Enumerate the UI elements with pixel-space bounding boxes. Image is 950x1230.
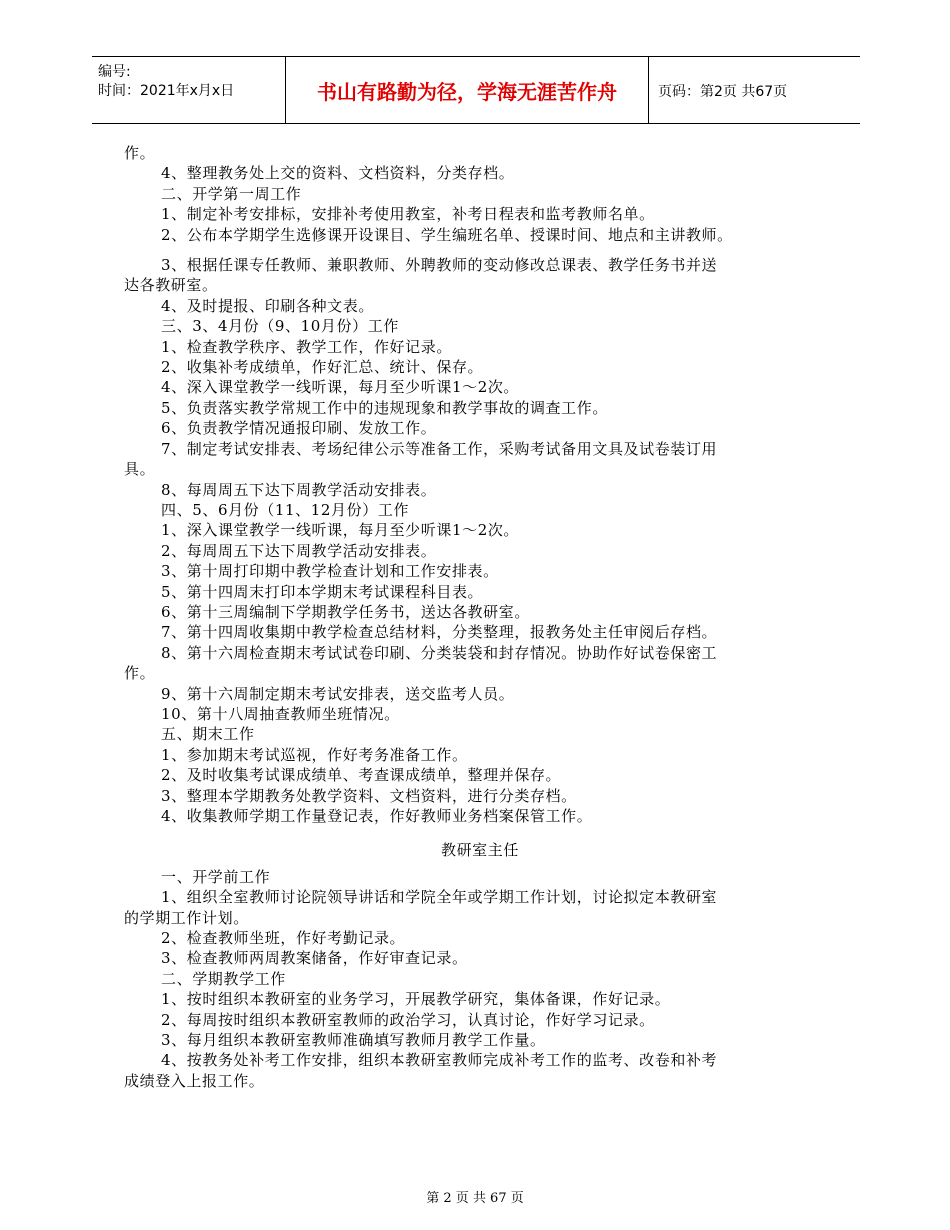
text-line: 成绩登入上报工作。 bbox=[124, 1071, 265, 1090]
text-line: 达各教研室。 bbox=[124, 276, 218, 295]
text-line: 具。 bbox=[124, 460, 156, 479]
text-line: 3、第十周打印期中教学检查计划和工作安排表。 bbox=[161, 562, 499, 581]
text-line: 2、检查教师坐班，作好考勤记录。 bbox=[161, 929, 406, 948]
text-line: 3、检查教师两周教案储备，作好审查记录。 bbox=[161, 949, 468, 968]
text-line: 2、每周按时组织本教研室教师的政治学习，认真讨论，作好学习记录。 bbox=[161, 1010, 655, 1029]
text-line: 2、收集补考成绩单，作好汇总、统计、保存。 bbox=[161, 358, 484, 377]
header-motto: 书山有路勤为径，学海无涯苦作舟 bbox=[317, 79, 617, 104]
text-line: 4、按教务处补考工作安排，组织本教研室教师完成补考工作的监考、改卷和补考 bbox=[161, 1051, 718, 1070]
text-line: 1、组织全室教师讨论院领导讲话和学院全年或学期工作计划，讨论拟定本教研室 bbox=[161, 888, 718, 907]
text-line: 3、根据任课专任教师、兼职教师、外聘教师的变动修改总课表、教学任务书并送 bbox=[161, 256, 718, 275]
text-line: 5、第十四周末打印本学期末考试课程科目表。 bbox=[161, 582, 484, 601]
text-line: 7、第十四周收集期中教学检查总结材料，分类整理，报教务处主任审阅后存档。 bbox=[161, 623, 718, 642]
text-line: 五、期末工作 bbox=[161, 725, 255, 744]
header-divider bbox=[648, 57, 649, 123]
spacer bbox=[124, 826, 836, 836]
header-page-number: 页码：第2页 共67页 bbox=[658, 84, 788, 100]
text-line: 8、第十六周检查期末考试试卷印刷、分类装袋和封存情况。协助作好试卷保密工 bbox=[161, 643, 718, 662]
text-line: 8、每周周五下达下周教学活动安排表。 bbox=[161, 480, 437, 499]
text-line: 5、负责落实教学常规工作中的违规现象和教学事故的调查工作。 bbox=[161, 398, 608, 417]
text-line: 作。 bbox=[124, 144, 156, 162]
text-line: 四、5、6月份（11、12月份）工作 bbox=[161, 500, 410, 519]
text-line: 1、按时组织本教研室的业务学习，开展教学研究，集体备课，作好记录。 bbox=[161, 990, 671, 1009]
text-line: 一、开学前工作 bbox=[161, 867, 271, 886]
code-label: 编号: bbox=[98, 64, 131, 80]
text-line: 7、制定考试安排表、考场纪律公示等准备工作，采购考试备用文具及试卷装订用 bbox=[161, 439, 718, 458]
text-line: 4、及时提报、印刷各种文表。 bbox=[161, 296, 374, 315]
page-footer: 第 2 页 共 67 页 bbox=[426, 1191, 524, 1206]
text-line: 6、第十三周编制下学期教学任务书，送达各教研室。 bbox=[161, 602, 530, 621]
text-line: 2、每周周五下达下周教学活动安排表。 bbox=[161, 541, 437, 560]
text-line: 三、3、4月份（9、10月份）工作 bbox=[161, 317, 399, 336]
text-line: 2、公布本学期学生选修课开设课目、学生编班名单、授课时间、地点和主讲教师。 bbox=[161, 225, 733, 244]
text-line: 4、收集教师学期工作量登记表，作好教师业务档案保管工作。 bbox=[161, 807, 593, 825]
time-label: 时间：2021年x月x日 bbox=[98, 83, 235, 99]
text-line: 1、深入课堂教学一线听课，每月至少听课1～2次。 bbox=[161, 521, 520, 540]
text-line: 3、每月组织本教研室教师准确填写教师月教学工作量。 bbox=[161, 1031, 546, 1050]
text-line: 6、负责教学情况通报印刷、发放工作。 bbox=[161, 419, 437, 438]
text-line: 4、深入课堂教学一线听课，每月至少听课1～2次。 bbox=[161, 378, 520, 397]
section-duties-2 bbox=[124, 867, 836, 1091]
section-duties-1 bbox=[124, 143, 836, 826]
text-line: 4、整理教务处上交的资料、文档资料，分类存档。 bbox=[161, 164, 515, 183]
text-line: 9、第十六周制定期末考试安排表，送交监考人员。 bbox=[161, 684, 515, 703]
header-info bbox=[98, 63, 288, 101]
section-title: 教研室主任 bbox=[440, 841, 519, 860]
text-line: 的学期工作计划。 bbox=[124, 908, 249, 927]
text-line: 3、整理本学期教务处教学资料、文档资料，进行分类存档。 bbox=[161, 786, 577, 805]
spacer bbox=[124, 245, 836, 255]
text-line: 2、及时收集考试课成绩单、考查课成绩单，整理并保存。 bbox=[161, 766, 562, 785]
text-line: 1、制定补考安排标，安排补考使用教室，补考日程表和监考教师名单。 bbox=[161, 205, 655, 224]
text-line: 作。 bbox=[124, 664, 156, 683]
text-line: 10、第十八周抽查教师坐班情况。 bbox=[161, 704, 400, 723]
text-line: 1、检查教学秩序、教学工作，作好记录。 bbox=[161, 337, 452, 356]
page-header bbox=[92, 56, 860, 124]
text-line: 二、开学第一周工作 bbox=[161, 184, 302, 203]
text-line: 二、学期教学工作 bbox=[161, 969, 286, 988]
document-body bbox=[124, 143, 836, 1091]
text-line: 1、参加期末考试巡视，作好考务准备工作。 bbox=[161, 745, 468, 764]
